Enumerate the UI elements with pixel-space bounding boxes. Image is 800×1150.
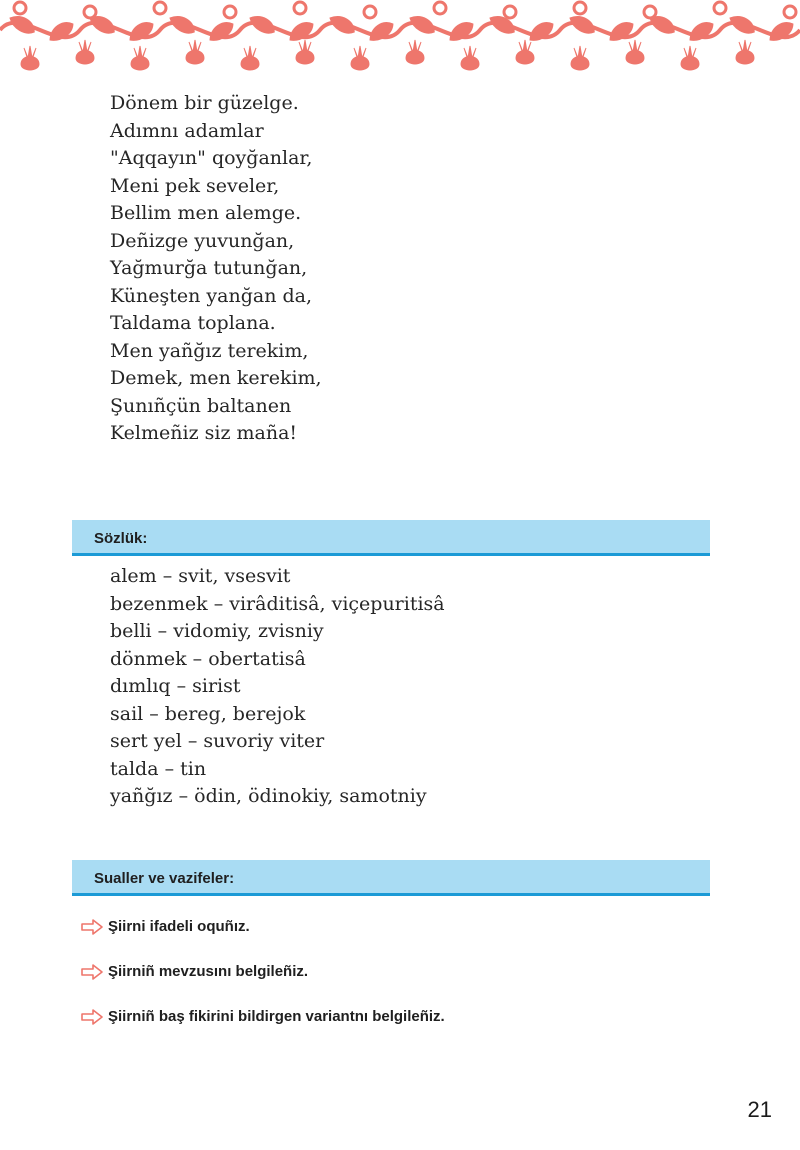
- glossary-entry: dönmek – obertatisâ: [110, 647, 306, 670]
- tasks-heading: Sualler ve vazifeler:: [94, 870, 235, 887]
- poem: [110, 90, 322, 448]
- floral-ornament-border: [0, 0, 800, 78]
- task-item: [80, 918, 445, 963]
- glossary-entry: talda – tin: [110, 757, 207, 780]
- poem-line: Meni pek seveler,: [110, 174, 280, 197]
- poem-line: Demek, men kerekim,: [110, 367, 322, 389]
- task-item: [80, 963, 445, 1008]
- glossary-entry: sert yel – suvoriy viter: [110, 730, 325, 752]
- task-text: Şiirni ifadeli oquñız.: [108, 918, 250, 935]
- glossary-list: [110, 563, 445, 811]
- glossary-entry: sail – bereg, berejok: [110, 702, 306, 725]
- glossary-entry: bezenmek – virâditisâ, viçepuritisâ: [110, 592, 445, 615]
- dictionary-heading: Sözlük:: [94, 530, 148, 547]
- arrow-right-icon: [80, 1008, 108, 1026]
- poem-line: Men yañğız terekim,: [110, 339, 309, 362]
- glossary-entry: alem – svit, vsesvit: [110, 565, 291, 587]
- poem-line: Yağmurğa tutunğan,: [110, 257, 308, 279]
- poem-line: Bellim men alemge.: [110, 202, 302, 224]
- task-text: Şiirniñ mevzusını belgileñiz.: [108, 963, 309, 980]
- tasks-heading-bar: [72, 860, 710, 896]
- arrow-right-icon: [80, 963, 108, 981]
- arrow-right-icon: [80, 918, 108, 936]
- poem-line: Adımnı adamlar: [110, 119, 264, 142]
- poem-line: Deñizge yuvunğan,: [110, 229, 295, 252]
- glossary-entry: dımlıq – sirist: [110, 675, 241, 697]
- glossary-entry: yañğız – ödin, ödinokiy, samotniy: [110, 785, 427, 807]
- task-item: [80, 1008, 445, 1053]
- poem-line: "Aqqayın" qoyğanlar,: [110, 147, 313, 169]
- poem-line: Dönem bir güzelge.: [110, 92, 299, 114]
- poem-line: Taldama toplana.: [110, 312, 276, 334]
- task-text: Şiirniñ baş fikirini bildirgen variantnı belgileñiz.: [108, 1008, 445, 1025]
- poem-line: Küneşten yanğan da,: [110, 284, 312, 307]
- poem-line: Şunıñçün baltanen: [110, 394, 292, 417]
- tasks-list: [80, 918, 445, 1053]
- page-number: 21: [747, 1097, 772, 1122]
- dictionary-heading-bar: [72, 520, 710, 556]
- poem-line: Kelmeñiz siz maña!: [110, 422, 298, 444]
- glossary-entry: belli – vidomiy, zvisniy: [110, 620, 324, 642]
